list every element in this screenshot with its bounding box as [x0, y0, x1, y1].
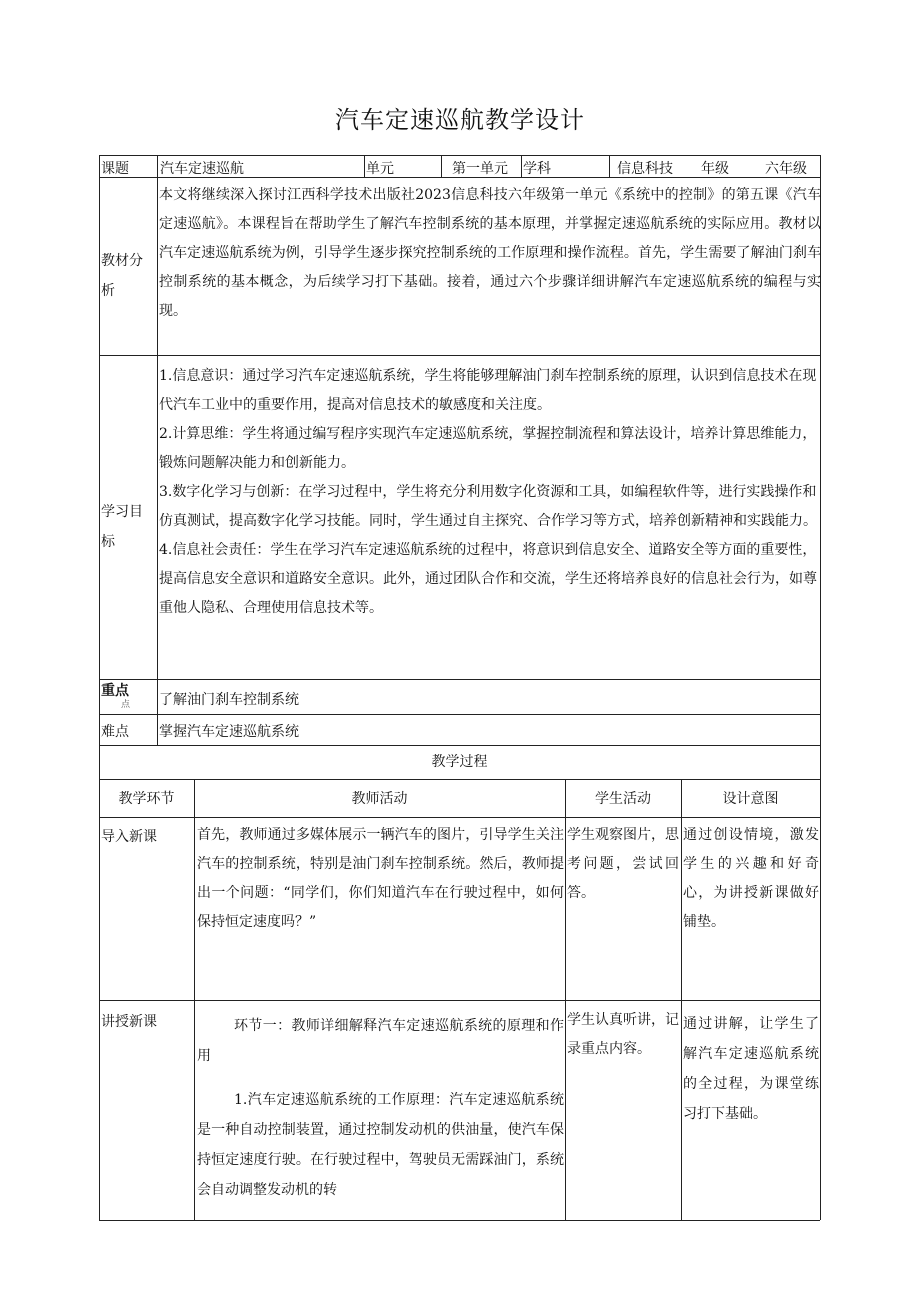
- topic-value: 汽车定速巡航: [160, 161, 244, 177]
- grade-label: 年级: [701, 161, 729, 177]
- col-header-student: 学生活动: [595, 791, 651, 807]
- page-title: 汽车定速巡航教学设计: [335, 106, 585, 134]
- student-activity-intro: 学生观察图片，思考问题，尝试回答。: [567, 827, 679, 901]
- analysis-text: 本文将继续深入探讨江西科学技术出版社2023信息科技六年级第一单元《系统中的控制》的第五课《汽车定速巡航》。本课程旨在帮助学生了解汽车控制系统的基本原理，并掌握定速巡航系统的实际应用。教材以汽车定速巡航系统为例，引导学生逐步探究控制系统的工作原理和操作流程。首先，学生需要了解油门刹车控制系统的基本概念，为后续学习打下基础。接着，通过六个步骤详细讲解汽车定速巡航系统的编程与实现。: [159, 187, 821, 319]
- subject-label: 学科: [523, 161, 551, 177]
- teacher-activity-p1: 环节一：教师详细解释汽车定速巡航系统的原理和作用: [197, 1018, 564, 1064]
- grade-value: 六年级: [765, 161, 807, 177]
- col-header-stage: 教学环节: [118, 791, 175, 807]
- objectives-label: 学习目 标: [101, 504, 143, 550]
- difficulty-label: 难点: [101, 724, 129, 740]
- teacher-activity-p2: 1.汽车定速巡航系统的工作原理：汽车定速巡航系统是一种自动控制装置，通过控制发动机的供油量，使汽车保持恒定速度行驶。在行驶过程中，驾驶员无需踩油门，系统会自动调整发动机的转: [197, 1092, 564, 1198]
- key-point-label: 重点: [101, 683, 129, 699]
- unit-value: 第一单元: [452, 161, 508, 177]
- process-heading: 教学过程: [431, 754, 488, 770]
- objective-item: 3.数字化学习与创新：在学习过程中，学生将充分利用数字化资源和工具，如编程软件等，进行实践操作和仿真测试，提高数字化学习技能。同时，学生通过自主探究、合作学习等方式，培养创新精神和实践能力。: [159, 484, 817, 529]
- objective-item: 2.计算思维：学生将通过编写程序实现汽车定速巡航系统，掌握控制流程和算法设计，培养计算思维能力，锻炼问题解决能力和创新能力。: [159, 426, 817, 471]
- objectives-list: [159, 362, 821, 623]
- difficulty-text: 掌握汽车定速巡航系统: [159, 724, 299, 740]
- key-point-text: 了解油门刹车控制系统: [159, 692, 299, 708]
- objective-item: 4.信息社会责任：学生在学习汽车定速巡航系统的过程中，将意识到信息安全、道路安全等方面的重要性，提高信息安全意识和道路安全意识。此外，通过团队合作和交流，学生还将培养良好的信息社会行为，如尊重他人隐私、合理使用信息技术等。: [159, 542, 817, 616]
- subject-value: 信息科技: [617, 161, 673, 177]
- design-intent-new: 通过讲解，让学生了解汽车定速巡航系统的全过程，为课堂练习打下基础。: [683, 1016, 819, 1122]
- col-header-intent: 设计意图: [722, 791, 779, 807]
- unit-label: 单元: [366, 161, 394, 177]
- topic-label: 课题: [101, 161, 129, 177]
- objective-item: 1.信息意识：通过学习汽车定速巡航系统，学生将能够理解油门刹车控制系统的原理，认识到信息技术在现代汽车工业中的重要作用，提高对信息技术的敏感度和关注度。: [159, 368, 817, 413]
- design-intent-intro: 通过创设情境，激发学生的兴趣和好奇心，为讲授新课做好铺垫。: [683, 827, 819, 930]
- key-point-label-clipped: 点: [121, 700, 131, 710]
- stage-intro: 导入新课: [101, 829, 157, 845]
- teacher-activity-intro: 首先，教师通过多媒体展示一辆汽车的图片，引导学生关注汽车的控制系统，特别是油门刹车控制系统。然后，教师提出一个问题：“同学们，你们知道汽车在行驶过程中，如何保持恒定速度吗？”: [197, 827, 564, 930]
- student-activity-new: 学生认真听讲，记录重点内容。: [567, 1012, 679, 1057]
- stage-new-lesson: 讲授新课: [101, 1014, 157, 1030]
- col-header-teacher: 教师活动: [351, 791, 408, 807]
- analysis-label: 教材分 析: [101, 253, 143, 299]
